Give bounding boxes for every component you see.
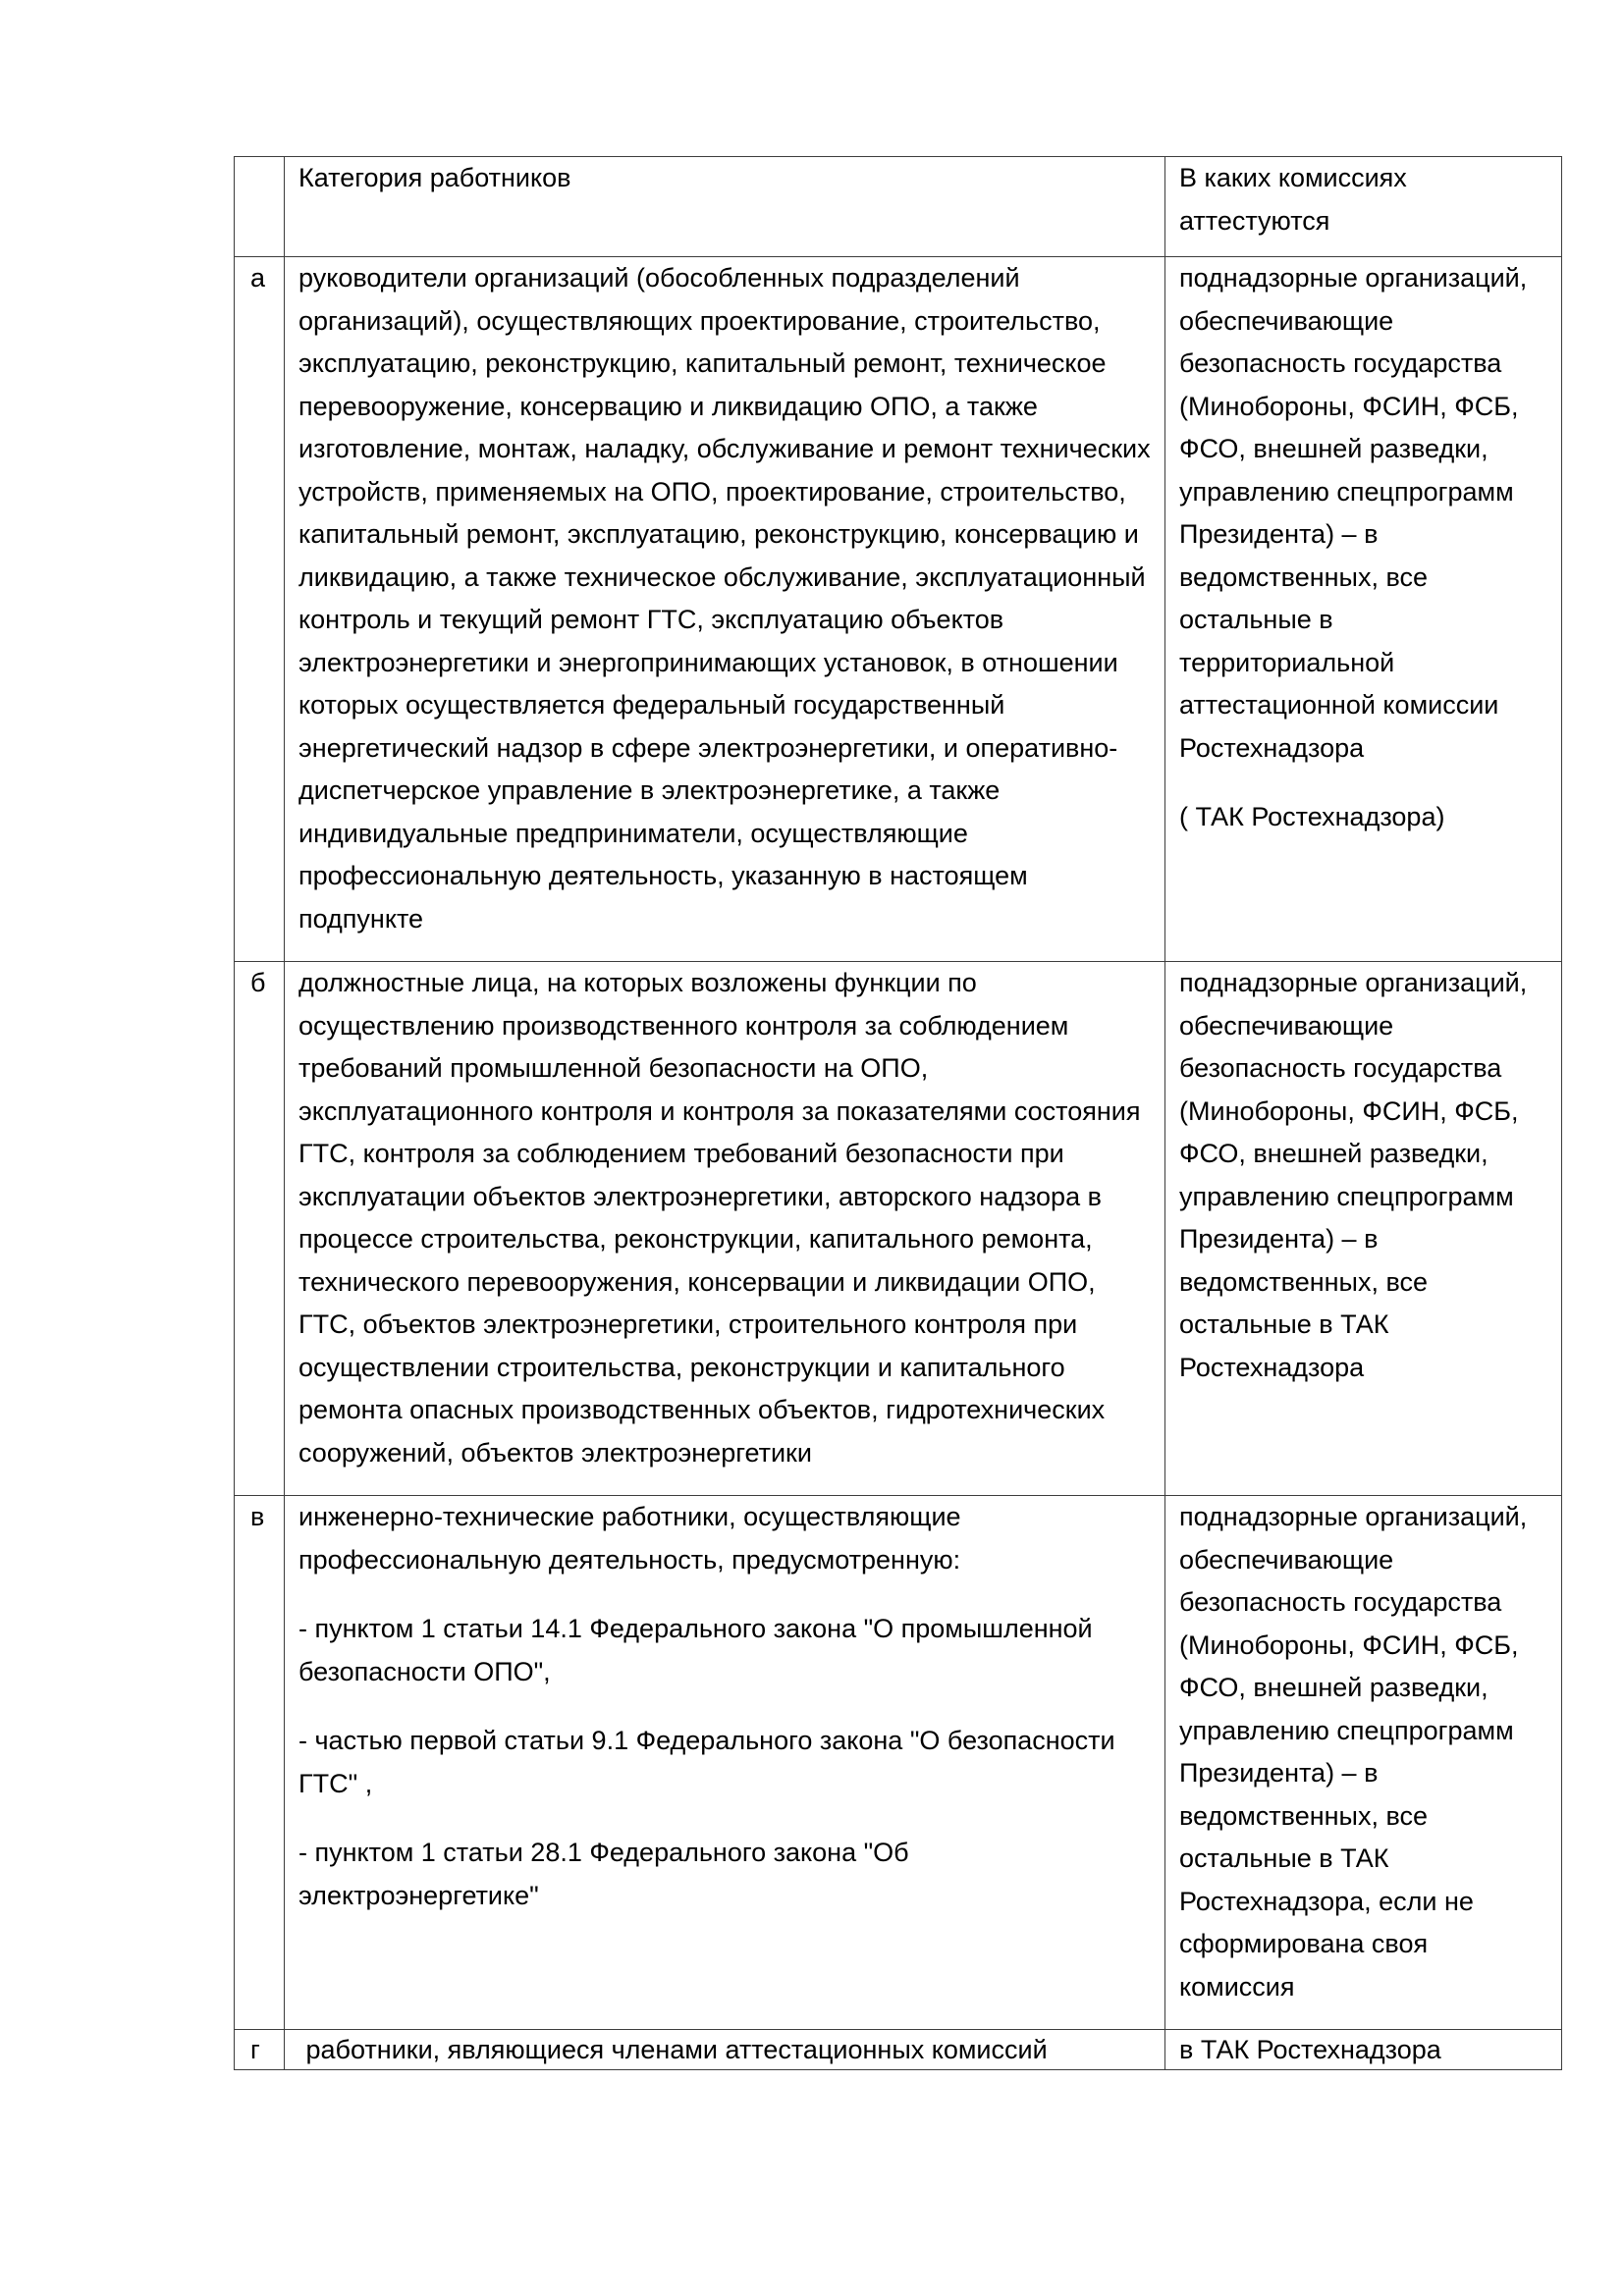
row-category-text: руководители организаций (обособленных подразделений организаций), осуществляющих проектирование, строительство, эксплуатацию, реконструкцию, капитальный ремонт, техническое перевооружение, консервацию и ликвидацию ОПО, а также изготовление, монтаж, наладку, обслуживание и ремонт технических устройств, применяемых на ОПО, проектирование, строительство, капитальный ремонт, эксплуатацию, реконструкцию, консервацию и ликвидацию, а также техническое обслуживание, эксплуатационный контроль и текущий ремонт ГТС, эксплуатацию объектов электроэнергетики и энергопринимающих установок, в отношении которых осуществляется федеральный государственный энергетический надзор в сфере электроэнергетики, и оперативно-диспетчерское управление в электроэнергетике, а также индивидуальные предприниматели, осуществляющие профессиональную деятельность, указанную в настоящем подпункте — [298, 263, 1151, 934]
row-category-cell — [285, 1496, 1165, 2030]
row-category-cell — [285, 257, 1165, 962]
row-category-text: работники, являющиеся членами аттестационных комиссий — [298, 2035, 1048, 2064]
row-category-law-item: - пунктом 1 статьи 14.1 Федерального закона "О промышленной безопасности ОПО", — [298, 1614, 1093, 1686]
header-category-cell — [285, 157, 1165, 257]
header-number-cell — [235, 157, 285, 257]
row-category-text: инженерно-технические работники, осуществляющие профессиональную деятельность, предусмотренную: — [298, 1502, 961, 1575]
table-row — [235, 257, 1562, 962]
header-commission-text: В каких комиссиях аттестуются — [1179, 163, 1407, 236]
row-letter: в — [235, 1496, 285, 2030]
table-header-row — [235, 157, 1562, 257]
header-category-text: Категория работников — [298, 163, 571, 192]
row-commission-text: в ТАК Ростехнадзора — [1179, 2035, 1441, 2064]
row-letter: б — [235, 962, 285, 1496]
row-commission-note: ( ТАК Ростехнадзора) — [1179, 802, 1445, 831]
row-category-law-item: - частью первой статьи 9.1 Федерального закона "О безопасности ГТС" , — [298, 1726, 1115, 1798]
row-letter: г — [235, 2030, 285, 2070]
row-commission-cell — [1165, 1496, 1562, 2030]
header-commission-cell — [1165, 157, 1562, 257]
row-commission-text: поднадзорные организаций, обеспечивающие безопасность государства (Минобороны, ФСИН, ФСБ, ФСО, внешней разведки, управлению спецпрограмм Президента) – в ведомственных, все остальные в ТАК Ростехнадзора — [1179, 968, 1528, 1382]
certification-table — [234, 156, 1562, 2070]
row-commission-cell — [1165, 962, 1562, 1496]
row-category-law-item: - пунктом 1 статьи 28.1 Федерального закона "Об электроэнергетике" — [298, 1838, 909, 1910]
row-category-cell — [285, 2030, 1165, 2070]
table-row — [235, 2030, 1562, 2070]
row-commission-text: поднадзорные организаций, обеспечивающие безопасность государства (Минобороны, ФСИН, ФСБ, ФСО, внешней разведки, управлению спецпрограмм Президента) – в ведомственных, все остальные в ТАК Ростехнадзора, если не сформирована своя комиссия — [1179, 1502, 1528, 2002]
row-commission-cell — [1165, 2030, 1562, 2070]
table-row — [235, 962, 1562, 1496]
row-commission-text: поднадзорные организаций, обеспечивающие безопасность государства (Минобороны, ФСИН, ФСБ, ФСО, внешней разведки, управлению спецпрограмм Президента) – в ведомственных, все остальные в территориальной аттестационной комиссии Ростехнадзора — [1179, 263, 1528, 763]
row-commission-cell — [1165, 257, 1562, 962]
row-letter: а — [235, 257, 285, 962]
table-row — [235, 1496, 1562, 2030]
row-category-text: должностные лица, на которых возложены функции по осуществлению производственного контроля за соблюдением требований промышленной безопасности на ОПО, эксплуатационного контроля и контроля за показателями состояния ГТС, контроля за соблюдением требований безопасности при эксплуатации объектов электроэнергетики, авторского надзора в процессе строительства, реконструкции, капитального ремонта, технического перевооружения, консервации и ликвидации ОПО, ГТС, объектов электроэнергетики, строительного контроля при осуществлении строительства, реконструкции и капитального ремонта опасных производственных объектов, гидротехнических сооружений, объектов электроэнергетики — [298, 968, 1141, 1468]
row-category-cell — [285, 962, 1165, 1496]
